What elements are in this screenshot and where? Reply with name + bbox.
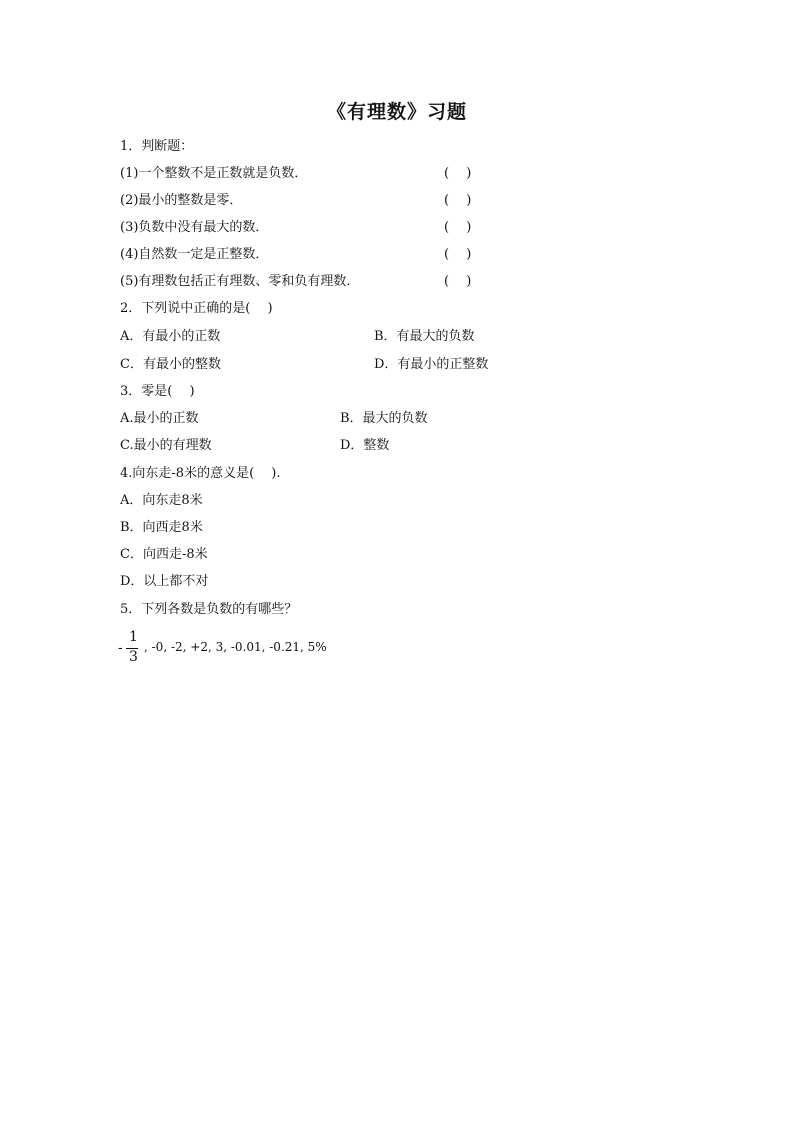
q2-heading: 2．下列说中正确的是( ) [120, 301, 273, 316]
q1-answer-blank-4: ( ) [444, 247, 472, 262]
q3-option-d: D．整数 [340, 438, 390, 453]
q4-option-c: C．向西走-8米 [120, 547, 208, 562]
q2-option-c: C．有最小的整数 [120, 357, 221, 372]
q2-option-a: A．有最小的正数 [120, 329, 221, 344]
page-title: 《有理数》习题 [326, 101, 467, 123]
q3-option-c: C.最小的有理数 [120, 438, 212, 453]
q1-answer-blank-2: ( ) [444, 193, 472, 208]
q1-item-1: (1)一个整数不是正数就是负数． [120, 166, 308, 181]
q1-item-5: (5)有理数包括正有理数、零和负有理数． [120, 274, 360, 289]
q3-option-b: B．最大的负数 [340, 411, 428, 426]
q1-item-4: (4)自然数一定是正整数． [120, 247, 269, 262]
q4-option-d: D．以上都不对 [120, 574, 209, 589]
q4-option-b: B．向西走8米 [120, 520, 203, 535]
q1-item-2: (2)最小的整数是零． [120, 193, 243, 208]
q5-number-list: , -0, -2, +2, 3, -0.01, -0.21, 5% [144, 640, 327, 654]
q2-option-b: B．有最大的负数 [374, 329, 475, 344]
q1-answer-blank-5: ( ) [444, 274, 472, 289]
fraction-sign: - [118, 640, 123, 656]
q1-answer-blank-1: ( ) [444, 166, 472, 181]
q1-heading: 1．判断题： [120, 139, 194, 154]
q4-option-a: A．向东走8米 [120, 493, 203, 508]
q3-option-a: A.最小的正数 [120, 411, 199, 426]
q3-heading: 3．零是( ) [120, 384, 195, 399]
q2-option-d: D．有最小的正整数 [374, 357, 489, 372]
q1-answer-blank-3: ( ) [444, 220, 472, 235]
q5-heading: 5．下列各数是负数的有哪些？ [120, 602, 298, 617]
q4-heading: 4.向东走-8米的意义是( ). [120, 466, 281, 481]
fraction-denominator: 3 [129, 649, 138, 665]
fraction-negative-one-third [118, 629, 142, 669]
q1-item-3: (3)负数中没有最大的数． [120, 220, 269, 235]
fraction-numerator: 1 [129, 629, 138, 645]
